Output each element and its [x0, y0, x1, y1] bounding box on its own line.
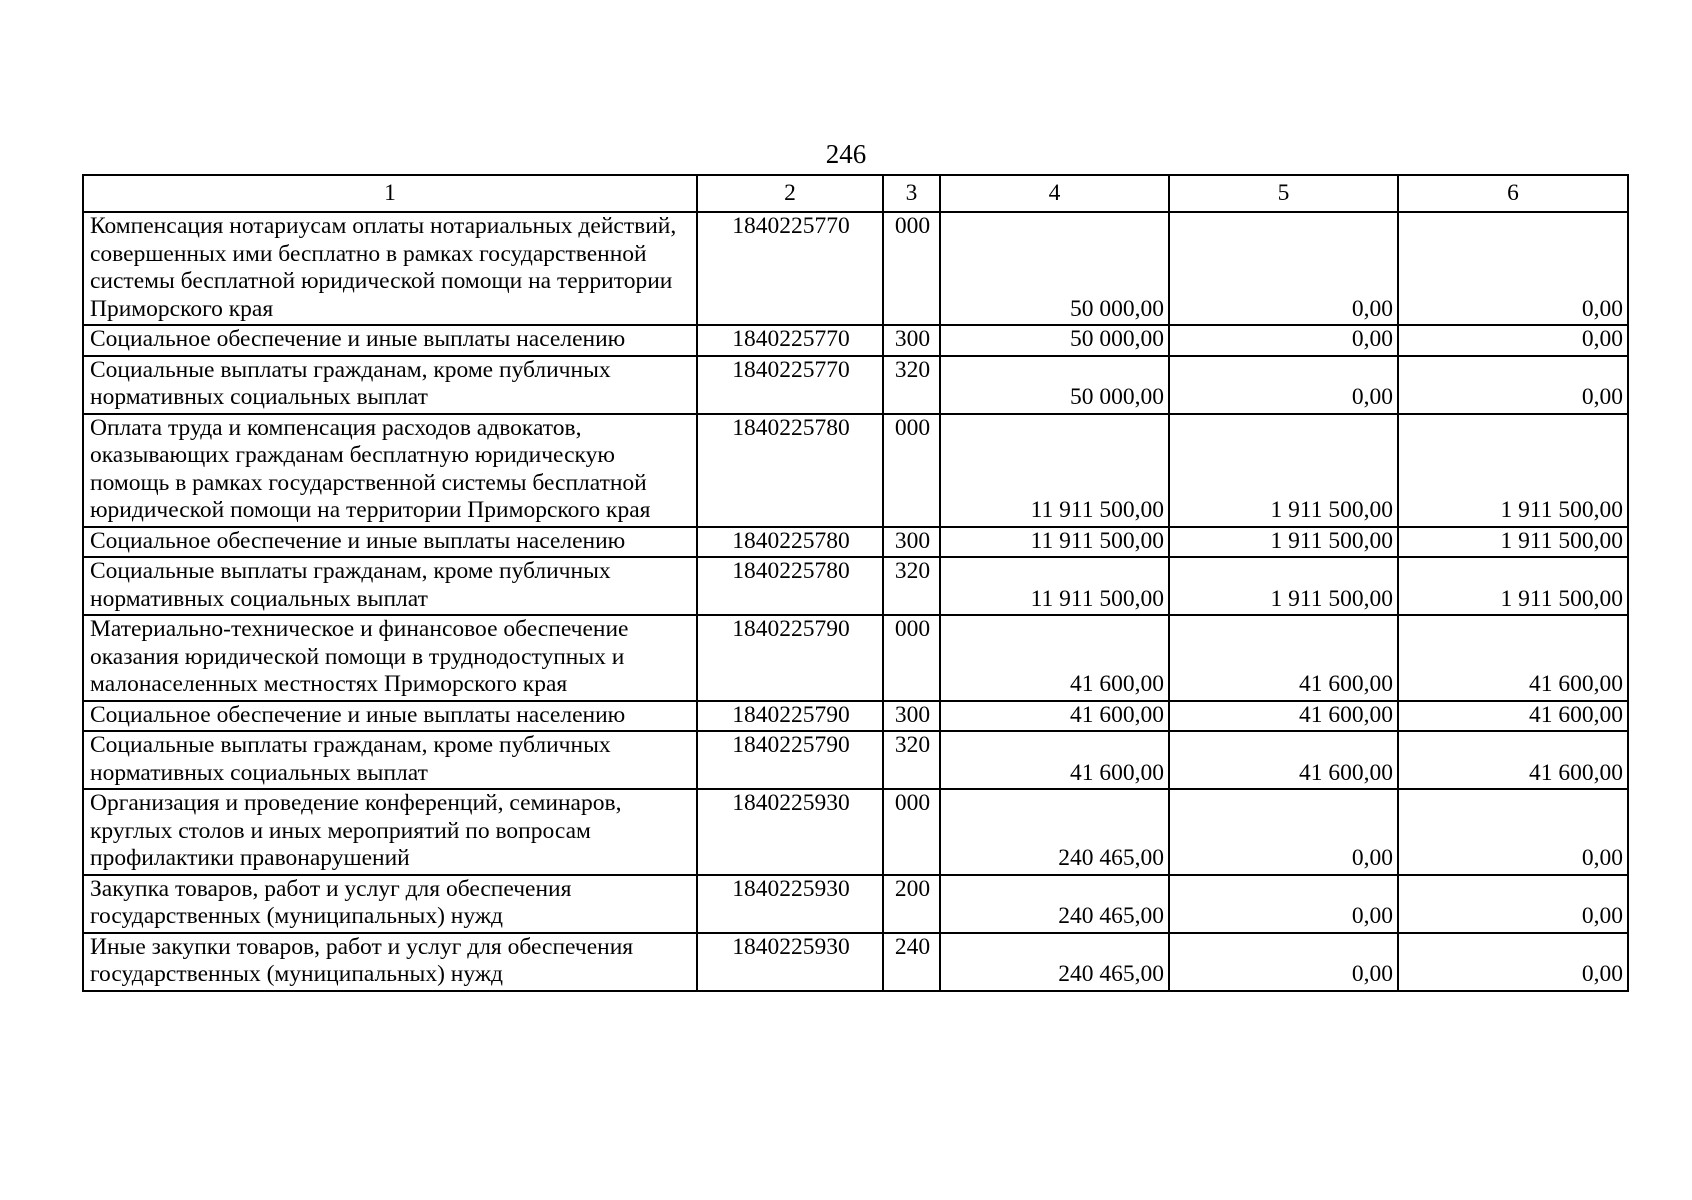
expense-type-code-cell: 200 — [883, 875, 940, 933]
column-header-5: 5 — [1169, 175, 1398, 212]
expense-name-cell: Иные закупки товаров, работ и услуг для обеспечения государственных (муниципальных) нужд — [83, 933, 697, 991]
expense-name-cell: Социальные выплаты гражданам, кроме публичных нормативных социальных выплат — [83, 731, 697, 789]
column-header-3: 3 — [883, 175, 940, 212]
target-article-code-cell: 1840225780 — [697, 557, 883, 615]
amount-col6-cell: 1 911 500,00 — [1398, 557, 1628, 615]
amount-col5-cell: 0,00 — [1169, 789, 1398, 875]
amount-col4-cell: 11 911 500,00 — [940, 557, 1169, 615]
expense-name-cell: Социальные выплаты гражданам, кроме публичных нормативных социальных выплат — [83, 557, 697, 615]
target-article-code-cell: 1840225780 — [697, 414, 883, 527]
column-header-2: 2 — [697, 175, 883, 212]
amount-col5-cell: 41 600,00 — [1169, 615, 1398, 701]
amount-col4-cell: 240 465,00 — [940, 933, 1169, 991]
amount-col6-cell: 41 600,00 — [1398, 615, 1628, 701]
target-article-code-cell: 1840225930 — [697, 789, 883, 875]
expense-type-code-cell: 000 — [883, 212, 940, 325]
expense-type-code-cell: 000 — [883, 615, 940, 701]
expense-name-cell: Оплата труда и компенсация расходов адвокатов, оказывающих гражданам бесплатную юридическую помощь в рамках государственной системы бесплатной юридической помощи на территории Приморского края — [83, 414, 697, 527]
expense-type-code-cell: 300 — [883, 527, 940, 558]
amount-col4-cell: 50 000,00 — [940, 325, 1169, 356]
amount-col5-cell: 1 911 500,00 — [1169, 557, 1398, 615]
amount-col6-cell: 0,00 — [1398, 212, 1628, 325]
amount-col6-cell: 0,00 — [1398, 356, 1628, 414]
amount-col5-cell: 0,00 — [1169, 933, 1398, 991]
amount-col4-cell: 11 911 500,00 — [940, 414, 1169, 527]
amount-col4-cell: 41 600,00 — [940, 731, 1169, 789]
expense-type-code-cell: 320 — [883, 557, 940, 615]
target-article-code-cell: 1840225790 — [697, 701, 883, 732]
expense-type-code-cell: 240 — [883, 933, 940, 991]
expense-name-cell: Материально-техническое и финансовое обеспечение оказания юридической помощи в труднодоступных и малонаселенных местностях Приморского края — [83, 615, 697, 701]
expense-name-cell: Социальное обеспечение и иные выплаты населению — [83, 701, 697, 732]
table-header-row — [83, 175, 1628, 212]
amount-col5-cell: 1 911 500,00 — [1169, 527, 1398, 558]
table-row — [83, 212, 1628, 325]
amount-col4-cell: 41 600,00 — [940, 615, 1169, 701]
amount-col5-cell: 0,00 — [1169, 325, 1398, 356]
target-article-code-cell: 1840225780 — [697, 527, 883, 558]
amount-col6-cell: 1 911 500,00 — [1398, 527, 1628, 558]
amount-col6-cell: 41 600,00 — [1398, 731, 1628, 789]
expense-name-cell: Компенсация нотариусам оплаты нотариальных действий, совершенных ими бесплатно в рамках государственной системы бесплатной юридической помощи на территории Приморского края — [83, 212, 697, 325]
amount-col5-cell: 41 600,00 — [1169, 731, 1398, 789]
budget-table — [82, 174, 1629, 992]
table-row — [83, 789, 1628, 875]
target-article-code-cell: 1840225930 — [697, 933, 883, 991]
amount-col5-cell: 41 600,00 — [1169, 701, 1398, 732]
amount-col5-cell: 0,00 — [1169, 875, 1398, 933]
amount-col6-cell: 0,00 — [1398, 325, 1628, 356]
expense-type-code-cell: 000 — [883, 414, 940, 527]
expense-name-cell: Социальное обеспечение и иные выплаты населению — [83, 325, 697, 356]
table-row — [83, 527, 1628, 558]
table-row — [83, 414, 1628, 527]
target-article-code-cell: 1840225790 — [697, 615, 883, 701]
amount-col4-cell: 240 465,00 — [940, 789, 1169, 875]
amount-col6-cell: 0,00 — [1398, 933, 1628, 991]
table-row — [83, 356, 1628, 414]
page-number: 246 — [825, 139, 867, 169]
table-row — [83, 875, 1628, 933]
amount-col4-cell: 50 000,00 — [940, 212, 1169, 325]
amount-col4-cell: 50 000,00 — [940, 356, 1169, 414]
table-row — [83, 325, 1628, 356]
amount-col5-cell: 0,00 — [1169, 212, 1398, 325]
expense-type-code-cell: 000 — [883, 789, 940, 875]
amount-col4-cell: 41 600,00 — [940, 701, 1169, 732]
expense-name-cell: Социальные выплаты гражданам, кроме публичных нормативных социальных выплат — [83, 356, 697, 414]
target-article-code-cell: 1840225770 — [697, 356, 883, 414]
column-header-1: 1 — [83, 175, 697, 212]
target-article-code-cell: 1840225770 — [697, 212, 883, 325]
amount-col6-cell: 1 911 500,00 — [1398, 414, 1628, 527]
amount-col6-cell: 0,00 — [1398, 875, 1628, 933]
target-article-code-cell: 1840225790 — [697, 731, 883, 789]
table-row — [83, 615, 1628, 701]
expense-name-cell: Закупка товаров, работ и услуг для обеспечения государственных (муниципальных) нужд — [83, 875, 697, 933]
amount-col6-cell: 0,00 — [1398, 789, 1628, 875]
target-article-code-cell: 1840225770 — [697, 325, 883, 356]
amount-col4-cell: 11 911 500,00 — [940, 527, 1169, 558]
expense-type-code-cell: 300 — [883, 325, 940, 356]
table-row — [83, 557, 1628, 615]
expense-type-code-cell: 320 — [883, 356, 940, 414]
expense-name-cell: Социальное обеспечение и иные выплаты населению — [83, 527, 697, 558]
amount-col5-cell: 0,00 — [1169, 356, 1398, 414]
amount-col5-cell: 1 911 500,00 — [1169, 414, 1398, 527]
table-row — [83, 701, 1628, 732]
amount-col6-cell: 41 600,00 — [1398, 701, 1628, 732]
expense-type-code-cell: 320 — [883, 731, 940, 789]
table-row — [83, 731, 1628, 789]
expense-type-code-cell: 300 — [883, 701, 940, 732]
target-article-code-cell: 1840225930 — [697, 875, 883, 933]
column-header-4: 4 — [940, 175, 1169, 212]
table-row — [83, 933, 1628, 991]
expense-name-cell: Организация и проведение конференций, семинаров, круглых столов и иных мероприятий по вопросам профилактики правонарушений — [83, 789, 697, 875]
column-header-6: 6 — [1398, 175, 1628, 212]
amount-col4-cell: 240 465,00 — [940, 875, 1169, 933]
